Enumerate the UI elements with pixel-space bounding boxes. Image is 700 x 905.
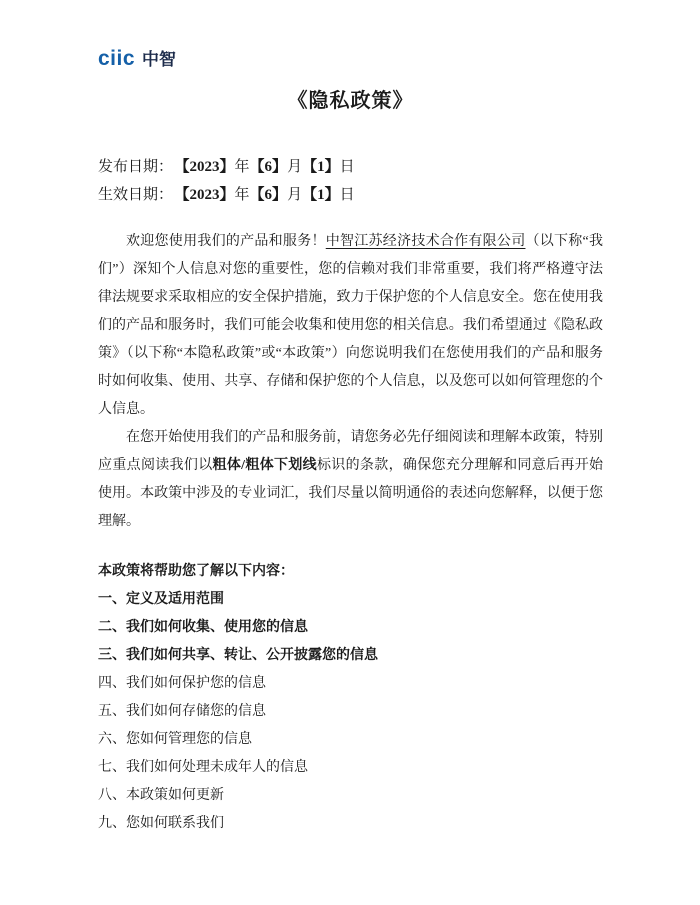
company-logo bbox=[98, 48, 603, 72]
company-name-underlined: 中智江苏经济技术合作有限公司 bbox=[325, 234, 526, 249]
effective-date-label: 生效日期： bbox=[98, 187, 174, 203]
effective-month-value: 【6】 bbox=[249, 187, 288, 203]
date-block bbox=[98, 153, 603, 209]
effective-day-value: 【1】 bbox=[302, 187, 340, 203]
publish-month-value: 【6】 bbox=[249, 159, 288, 175]
intro-rest: （以下称“我们”）深知个人信息对您的重要性，您的信赖对我们非常重要，我们将严格遵守法律法规要求采取相应的安全保护措施，致力于保护您的个人信息安全。您在使用我们的产品和服务时，我们可能会收集和使用您的相关信息。我们希望通过《隐私政策》（以下称“本隐私政策”或“本政策”）向您说明我们在您使用我们的产品和服务时如何收集、使用、共享、存储和保护您的个人信息，以及您可以如何管理您的个人信息。 bbox=[98, 234, 604, 417]
toc-item-3: 三、我们如何共享、转让、公开披露您的信息 bbox=[98, 648, 378, 663]
publish-date-line bbox=[98, 153, 603, 181]
publish-year-value: 【2023】 bbox=[182, 159, 235, 175]
toc-header: 本政策将帮助您了解以下内容： bbox=[98, 564, 294, 579]
effective-date-line bbox=[98, 181, 603, 209]
intro-lead: 欢迎您使用我们的产品和服务！ bbox=[126, 234, 326, 249]
toc-item-8: 八、本政策如何更新 bbox=[98, 788, 224, 803]
toc-item-2: 二、我们如何收集、使用您的信息 bbox=[98, 620, 308, 635]
publish-date-label: 发布日期： bbox=[98, 159, 174, 175]
effective-year-value: 【2023】 bbox=[182, 187, 235, 203]
notice-after-bold: 标识的条款，确保您充分理解和同意后再开始使用。本政策中涉及的专业词汇，我们尽量以简明通俗的表述向您解释，以便于您理解。 bbox=[98, 458, 604, 529]
month-unit: 月 bbox=[287, 187, 303, 203]
ciic-logo-text: ciic bbox=[98, 47, 136, 70]
body-text bbox=[98, 228, 603, 536]
toc-item-1: 一、定义及适用范围 bbox=[98, 592, 224, 607]
toc-item-9: 九、您如何联系我们 bbox=[98, 816, 224, 831]
year-unit: 年 bbox=[234, 159, 250, 175]
notice-paragraph bbox=[98, 424, 603, 536]
notice-bold-phrase: 粗体/粗体下划线 bbox=[212, 458, 317, 473]
day-unit: 日 bbox=[339, 159, 355, 175]
page-title: 《隐私政策》 bbox=[287, 90, 414, 112]
intro-paragraph bbox=[98, 228, 603, 424]
year-unit: 年 bbox=[234, 187, 250, 203]
month-unit: 月 bbox=[287, 159, 303, 175]
publish-day-value: 【1】 bbox=[302, 159, 340, 175]
toc-item-6: 六、您如何管理您的信息 bbox=[98, 732, 252, 747]
logo-brand-name: 中智 bbox=[142, 50, 177, 69]
notice-before-bold: 在您开始使用我们的产品和服务前，请您务必先仔细阅读和理解本政策，特别应重点阅读我们以 bbox=[98, 430, 603, 473]
toc-item-7: 七、我们如何处理未成年人的信息 bbox=[98, 760, 308, 775]
table-of-contents bbox=[98, 558, 603, 838]
toc-item-4: 四、我们如何保护您的信息 bbox=[98, 676, 266, 691]
toc-item-5: 五、我们如何存储您的信息 bbox=[98, 704, 266, 719]
day-unit: 日 bbox=[339, 187, 355, 203]
